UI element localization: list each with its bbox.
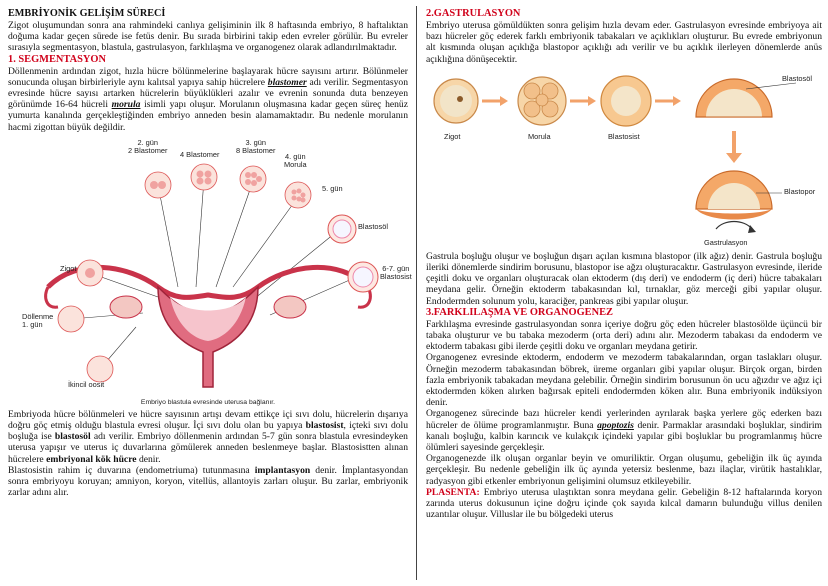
label-zigot: Zigot <box>444 131 461 141</box>
gastrulation-illustration <box>426 69 822 251</box>
figure-caption: Embriyo blastula evresinde uterusa bağlanır. <box>140 398 276 406</box>
blastomer-term: blastomer <box>267 76 307 88</box>
label-blastosol: Blastosöl <box>358 221 388 231</box>
column-divider <box>416 6 417 580</box>
implantasyon-term: implantasyon <box>254 464 311 476</box>
farklilasma-paragraph-1: Farklılaşma evresinde gastrulasyondan sonra içeriye doğru göç eden hücreler blastosölde üçüncü bir tabaka oluşturur ve bu tabaka mezoderm (orta deri) adını alır. Mezoderm tabakası da endoderm ve ektoderm tabakası gibi ilerde çeşitli doku ve organları meydana getirir. <box>426 318 822 353</box>
label-ikincil-oosit: İkincil oosit <box>68 379 105 389</box>
gastrulasyon-paragraph-1: Embriyo uterusa gömüldükten sonra gelişim hızla devam eder. Gastrulasyon evresinde embriyoya ait bazı hücreler göç ederek farklı embriyonik tabakaları ve açıklıkları oluşturur. Bu evrede embriyonun alt kısmında oluşan açıklığa blastopor açıklığı adı verilir ve bu açıklık ilerleyen dönemlerde anüs açıklığına dönüşecektir. <box>426 20 822 65</box>
plasenta-label: PLASENTA: <box>426 486 480 498</box>
blastula-paragraph: Embriyoda hücre bölünmeleri ve hücre sayısının artışı devam ettikçe içi sıvı dolu, hücrelerin dışarıya doğru göç etmiş olduğu blastula evresi oluşur. İçi sıvı dolu olan bu yapıya blastosist, içteki sıvı dolu boşluğa ise blastosöl adı verilir. Embriyo döllenmenin ardından 5-7 gün sonra blastula evresindeyken uterusa yapışır ve uterus iç duvarlarına gömülerek anneden beslenmeye başlar. Blastosistten alınan hücrelere embriyonal kök hücre denir. <box>8 408 409 465</box>
morula-term: morula <box>111 99 141 111</box>
label-day3: 3. gün 8 Blastomer <box>236 137 276 156</box>
kok-hucre-term: embriyonal kök hücre <box>46 453 137 465</box>
farklilasma-heading: 3.FARKLILAŞMA VE ORGANOGENEZ <box>426 306 613 318</box>
gastrulation-figure <box>426 69 822 251</box>
label-gastrulasyon: Gastrulasyon <box>704 237 748 247</box>
label-day67: 6-7. gün Blastosist <box>380 263 412 282</box>
label-zigot: Zigot <box>60 263 77 273</box>
morula-cell <box>518 77 566 125</box>
farklilasma-paragraph-2: Organogenez evresinde ektoderm, endoderm ve mezoderm tabakalarından, organ taslakları oluşur. Örneğin mezoderm tabakasından böbrek, üreme organları gibi yapılar oluşur. Birçok organ, birden fazla embriyonik tabakadan meydana gelebilir. Örneğin sindirim borusunun ön ucu ağızdır ve ağız içi ektodermden köken alırken bağırsak epiteli endodermden köken alır. Buna embriyonik indüksiyon denir. <box>426 352 822 409</box>
zigot-cell <box>434 79 478 123</box>
blastosol-term: blastosöl <box>54 431 91 443</box>
label-blastopor: Blastopor <box>784 186 816 196</box>
apoptozis-term: apoptozis <box>597 419 634 431</box>
farklilasma-paragraph-3: Organogenez sürecinde bazı hücreler kendi yerlerinden ayrılarak başka yerlere göç ederken bazı hücreler de ölüme programlanmıştır. Buna apoptozis denir. Parmaklar arasındaki boşluklar, sindirim kanalı boşluğu, kalbin karıncık ve kulakçık içindeki yapılar gibi boşluklar bu programlanmış hücre ölümleri sayesinde gerçekleşir. <box>426 408 822 454</box>
gastrulasyon-paragraph-2: Gastrula boşluğu oluşur ve boşluğun dışarı açılan kısmına blastopor (ilk ağız) denir. Gastrula boşluğu ileriki dönemlerde sindirim borusunu, blastopor ise ağzı oluşturacaktır. Gastrulasyon evresinde, ileride çeşitli doku ve organları oluşturacak olan ektoderm (dış deri) ve endoderm (iç deri) hücre tabakaları meydana gelir. Örneğin ektoderm tabakasından kıl, tırnaklar, göz merceği gibi yapılar oluşur. Endodermden solunum yolu, karaciğer, pankreas gibi yapılar oluşur. <box>426 250 822 307</box>
label-dollenme: Döllenme 1. gün <box>22 311 54 330</box>
segmentasyon-paragraph: Döllenmenin ardından zigot, hızla hücre bölünmelerine başlayarak hücre sayısını artırır. Bölünmeler sonucunda oluşan birbirleriyle aynı kalıtsal yapıya sahip hücrelere blastomer adı verilir. Segmentasyon evresinde hücre sayısı artarken hücrelerin büyüklükleri azalır ve evrenin sonunda duta benzeyen görünümde 16-64 hücreli morula isimli yapı oluşur. Morulanın oluşmasına kadar geçen süreç henüz yumurta kanalında gerçekleştiğinden embriyo anneden besin alamamaktadır. Bu nedenle morulanın hacmi zigottan büyük değildir. <box>8 65 408 133</box>
segmentation-figure <box>8 137 412 409</box>
left-column <box>8 8 412 499</box>
label-4-blastomer: 4 Blastomer <box>180 149 220 159</box>
intro-paragraph: Zigot oluşumundan sonra ana rahmindeki canlıya gelişiminin ilk 8 haftasında embriyo, 8 haftalıktan doğuma kadar geçen sürede ise fetüs denir. Bu sırada birbirini takip eden evreler görülür. Bu evreler sırasıyla segmentasyon, blastula, gastrulasyon, farklılaşma ve organogenez olarak adlandırılmaktadır. <box>8 20 408 54</box>
farklilasma-paragraph-4: Organogenezde ilk oluşan organlar beyin ve omuriliktir. Organ oluşumu, gebeliğin ilk üç ayında gerçekleşir. Bu nedenle gebeliğin ilk üç ayında yetersiz beslenme, bazı ilaçlar, virütik hastalıklar, radyasyon gibi etkenler embriyonun gelişimini olumsuz etkileyebilir. <box>426 453 822 487</box>
label-day5: 5. gün <box>322 183 343 193</box>
gastrulasyon-heading: 2.GASTRULASYON <box>426 8 521 19</box>
page-title: EMBRİYONİK GELİŞİM SÜRECİ <box>8 8 166 19</box>
label-blastosol: Blastosöl <box>782 73 812 83</box>
plasenta-paragraph: PLASENTA: Embriyo uterusa ulaştıktan sonra meydana gelir. Gebeliğin 8-12 haftalarında koryon zarında uterus dokusunun içine doğru içinde çok sayıda kılcal damarın bulunduğu villus denilen uzantılar oluşur. Villuslar ile bu bölgedeki uterus <box>426 486 822 521</box>
right-column <box>426 8 822 520</box>
gastrula-cell <box>696 171 772 233</box>
label-day2: 2. gün 2 Blastomer <box>128 137 168 156</box>
segmentasyon-heading: 1. SEGMENTASYON <box>8 53 106 65</box>
label-day4: 4. gün Morula <box>284 151 307 170</box>
blastosist-term: blastosist <box>305 420 344 432</box>
blastula-half <box>696 79 772 117</box>
implantasyon-paragraph: Blastosistin rahim iç duvarına (endometriuma) tutunmasına implantasyon denir. İmplantasyondan sonra embriyoyu koruyan; amniyon, koryon, vitellüs, allantoyis zarları oluşur. Bu zarlar, embriyonik zarlar adını alır. <box>8 464 409 499</box>
label-morula: Morula <box>528 131 551 141</box>
blastosist-cell <box>601 76 651 126</box>
label-blastosist: Blastosist <box>608 131 640 141</box>
